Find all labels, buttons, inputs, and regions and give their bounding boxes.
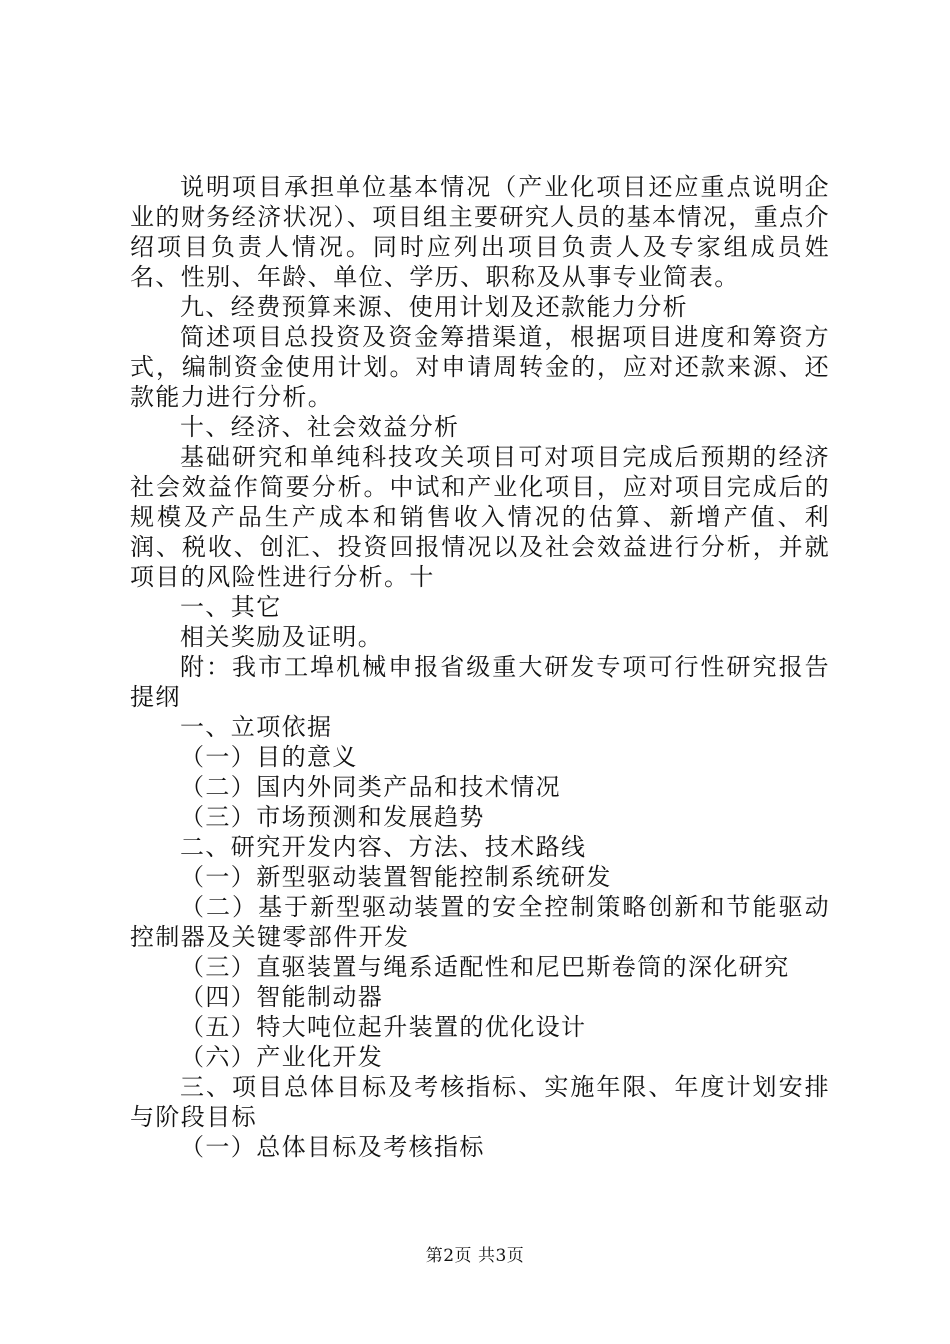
outline-item: （一）目的意义 xyxy=(180,743,358,771)
paragraph: 简述项目总投资及资金筹措渠道，根据项目进度和筹资方式，编制资金使用计划。对申请周转金的，应对还款来源、还款能力进行分析。 xyxy=(130,323,830,411)
outline-heading: 一、立项依据 xyxy=(180,713,333,741)
section-heading: 九、经费预算来源、使用计划及还款能力分析 xyxy=(180,293,688,321)
outline-item: （四）智能制动器 xyxy=(180,983,384,1011)
section-heading: 一、其它 xyxy=(180,593,282,621)
outline-item: （一）总体目标及考核指标 xyxy=(180,1133,485,1161)
outline-heading: 二、研究开发内容、方法、技术路线 xyxy=(180,833,587,861)
page-number-footer: 第2页 共3页 xyxy=(425,1246,525,1266)
section-heading: 十、经济、社会效益分析 xyxy=(180,413,460,441)
outline-heading: 三、项目总体目标及考核指标、实施年限、年度计划安排与阶段目标 xyxy=(130,1073,830,1131)
outline-item: （六）产业化开发 xyxy=(180,1043,384,1071)
outline-item: （二）国内外同类产品和技术情况 xyxy=(180,773,561,801)
outline-item: （五）特大吨位起升装置的优化设计 xyxy=(180,1013,587,1041)
outline-item: （三）直驱装置与绳系适配性和尼巴斯卷筒的深化研究 xyxy=(180,953,790,981)
appendix-title: 附：我市工埠机械申报省级重大研发专项可行性研究报告提纲 xyxy=(130,653,830,711)
outline-item: （三）市场预测和发展趋势 xyxy=(180,803,485,831)
paragraph: 基础研究和单纯科技攻关项目可对项目完成后预期的经济社会效益作简要分析。中试和产业化项目，应对项目完成后的规模及产品生产成本和销售收入情况的估算、新增产值、利润、税收、创汇、投资回报情况以及社会效益进行分析，并就项目的风险性进行分析。十 xyxy=(130,443,830,591)
paragraph: 说明项目承担单位基本情况（产业化项目还应重点说明企业的财务经济状况）、项目组主要研究人员的基本情况，重点介绍项目负责人情况。同时应列出项目负责人及专家组成员姓名、性别、年龄、单位、学历、职称及从事专业简表。 xyxy=(130,173,830,291)
outline-item: （一）新型驱动装置智能控制系统研发 xyxy=(180,863,612,891)
paragraph: 相关奖励及证明。 xyxy=(180,623,384,651)
document-body xyxy=(130,172,830,1162)
outline-item: （二）基于新型驱动装置的安全控制策略创新和节能驱动控制器及关键零部件开发 xyxy=(130,893,830,951)
